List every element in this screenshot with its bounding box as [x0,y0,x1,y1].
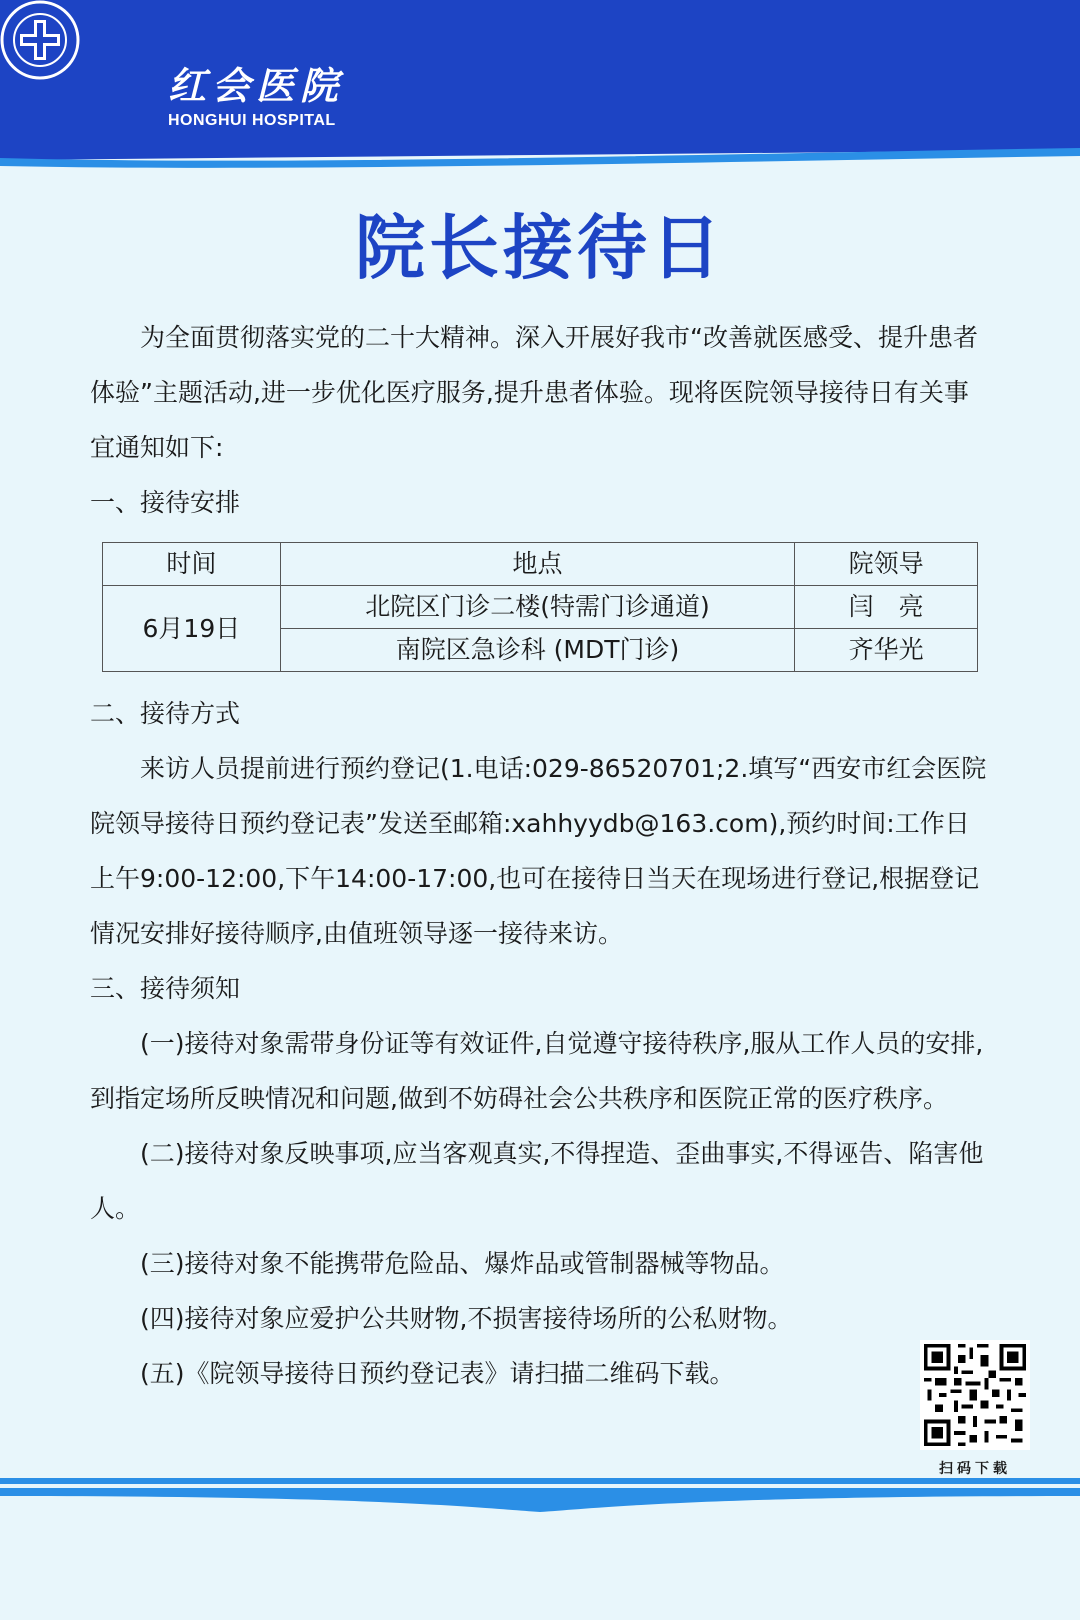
table-header-time: 时间 [103,543,281,586]
qr-download[interactable] [920,1340,1030,1478]
table-row [103,586,978,629]
notice-item: (二)接待对象反映事项,应当客观真实,不得捏造、歪曲事实,不得诬告、陷害他人。 [90,1139,984,1223]
notice-item: (四)接待对象应爱护公共财物,不损害接待场所的公私财物。 [140,1304,793,1333]
table-cell-place: 北院区门诊二楼(特需门诊通道) [280,586,794,629]
table-header-leader: 院领导 [795,543,978,586]
qr-label: 扫码下载 [939,1461,1011,1477]
section-notice-heading: 三、接待须知 [90,974,241,1003]
method-paragraph: 来访人员提前进行预约登记(1.电话:029-86520701;2.填写“西安市红会医院院领导接待日预约登记表”发送至邮箱:xahhyydb@163.com),预约时间:工作日上午9:00-12:00,下午14:00-17:00,也可在接待日当天在现场进行登记,根据登记情况安排好接待顺序,由值班领导逐一接待来访。 [90,754,987,948]
table-cell-leader: 齐华光 [795,629,978,672]
header-banner [0,0,1080,175]
notice-body [90,310,990,1401]
notice-item: (五)《院领导接待日预约登记表》请扫描二维码下载。 [140,1359,735,1388]
intro-paragraph: 为全面贯彻落实党的二十大精神。深入开展好我市“改善就医感受、提升患者体验”主题活动,进一步优化医疗服务,提升患者体验。现将医院领导接待日有关事宜通知如下: [90,323,978,462]
reception-schedule-table [102,542,978,672]
table-cell-place: 南院区急诊科 (MDT门诊) [280,629,794,672]
table-header-row [103,543,978,586]
hospital-seal-icon [0,0,80,80]
brand-name-en: HONGHUI HOSPITAL [168,112,336,129]
table-header-place: 地点 [280,543,794,586]
notice-item: (三)接待对象不能携带危险品、爆炸品或管制器械等物品。 [140,1249,785,1278]
qr-code-icon[interactable] [920,1340,1030,1450]
table-cell-date: 6月19日 [103,586,281,672]
hospital-brand [168,64,344,130]
section-method-heading: 二、接待方式 [90,699,241,728]
footer-wave [0,1478,1080,1518]
page-title: 院长接待日 [355,207,725,289]
section-arrangement-heading: 一、接待安排 [90,488,241,517]
brand-name-cn: 红会医院 [168,63,345,108]
header-background [0,0,1080,175]
table-cell-leader: 闫 亮 [795,586,978,629]
notice-item: (一)接待对象需带身份证等有效证件,自觉遵守接待秩序,服从工作人员的安排,到指定场所反映情况和问题,做到不妨碍社会公共秩序和医院正常的医疗秩序。 [90,1029,984,1113]
